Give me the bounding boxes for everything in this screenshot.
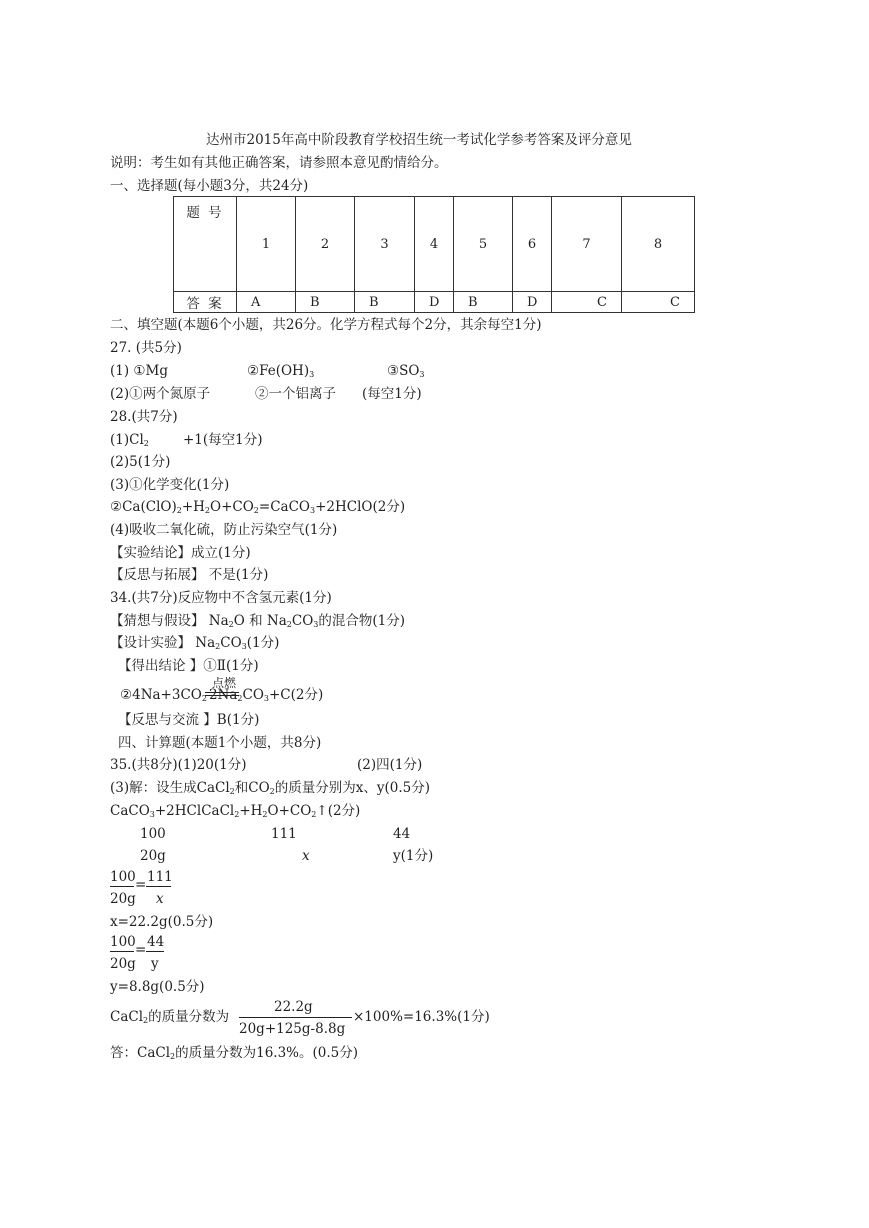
q27-line2-b bbox=[255, 385, 336, 403]
q28-line2: (2)5(1分) bbox=[110, 454, 171, 470]
table-cell: B bbox=[454, 292, 513, 313]
ans-a-sub: 2 bbox=[170, 1052, 176, 1061]
table-cell: A bbox=[237, 292, 296, 313]
q34-l4a-sub: 2 bbox=[201, 694, 207, 703]
q34-l4a: ②4Na+3CO bbox=[120, 687, 202, 703]
molar-mass-co2: 44 bbox=[393, 826, 411, 842]
q34-line4 bbox=[120, 686, 323, 708]
q35-eq-c: +H bbox=[239, 803, 263, 819]
table-cell: D bbox=[513, 292, 552, 313]
q27-line2a: (2)①两个氮原子 bbox=[110, 386, 211, 402]
q27-line1c-text: ③SO bbox=[387, 363, 420, 379]
q27-line2-c bbox=[362, 385, 422, 403]
frac2-num-left: 100 bbox=[110, 934, 136, 950]
q28-line1a: (1)Cl bbox=[110, 432, 144, 448]
q27-line1c-sub: 3 bbox=[419, 370, 425, 379]
table-cell: 1 bbox=[237, 197, 296, 292]
q35-eq-b-sub: 2 bbox=[234, 810, 240, 819]
frac1-den-left: 20g bbox=[110, 891, 136, 907]
table-cell: B bbox=[355, 292, 415, 313]
table-cell: 6 bbox=[513, 197, 552, 292]
table-cell: 4 bbox=[415, 197, 454, 292]
table-row bbox=[174, 197, 695, 292]
q28-line1 bbox=[110, 431, 149, 453]
frac1-line-left bbox=[110, 886, 134, 887]
q27-line1b-text: ②Fe(OH) bbox=[247, 363, 310, 379]
q34-l2a-sub: 2 bbox=[215, 642, 221, 651]
q27-heading: 27. (共5分) bbox=[110, 340, 182, 356]
q34-l4b-sub: 2 bbox=[237, 694, 243, 703]
q27-line1-c bbox=[387, 362, 425, 384]
q27-line2b: ②一个铝离子 bbox=[255, 386, 336, 402]
pct-fraction-line bbox=[239, 1017, 352, 1018]
q35-eq-a: CaCO bbox=[110, 803, 150, 819]
q34-l2b: CO bbox=[220, 635, 242, 651]
q35-eq-e: ↑(2分) bbox=[316, 803, 361, 819]
q28-l4d: =CaCO bbox=[258, 499, 310, 515]
mass-x: x bbox=[302, 848, 310, 864]
q34-line2 bbox=[110, 634, 279, 656]
frac2-num-right: 44 bbox=[147, 934, 165, 950]
table-header-number: 题 号 bbox=[174, 197, 237, 292]
frac1-num-right: 111 bbox=[147, 869, 173, 885]
q35-l1c: 的质量分别为x、y(0.5分) bbox=[274, 780, 430, 796]
q35-eq-c-sub: 2 bbox=[262, 810, 268, 819]
q28-l4e: +2HClO(2分) bbox=[315, 499, 406, 515]
q34-l1a: 【猜想与假设】 Na bbox=[110, 613, 229, 629]
pct-den: 20g+125g-8.8g bbox=[239, 1021, 346, 1037]
q35-line1 bbox=[110, 779, 430, 801]
q28-l4a: ②Ca(ClO) bbox=[110, 499, 177, 515]
q35-eq-d: O+CO bbox=[267, 803, 312, 819]
table-cell: 5 bbox=[454, 197, 513, 292]
result-y: y=8.8g(0.5分) bbox=[110, 979, 205, 995]
q35-l1b: 和CO bbox=[234, 780, 270, 796]
q34-l2c: (1分) bbox=[246, 635, 280, 651]
mass-caco3: 20g bbox=[140, 848, 166, 864]
q34-l4d: +C(2分) bbox=[269, 687, 324, 703]
table-cell: B bbox=[296, 292, 355, 313]
condition-line-2 bbox=[205, 695, 239, 696]
frac1-den-right: x bbox=[156, 891, 164, 907]
condition-line bbox=[205, 692, 239, 693]
q35-heading-2: (2)四(1分) bbox=[357, 757, 423, 773]
mass-y: y(1分) bbox=[393, 848, 434, 864]
ans-b: 的质量分数为16.3%。(0.5分) bbox=[175, 1045, 359, 1061]
table-cell: 7 bbox=[552, 197, 622, 292]
q35-eq-b: +2HClCaCl bbox=[154, 803, 235, 819]
table-header-answer: 答 案 bbox=[174, 292, 237, 313]
frac2-line-right bbox=[146, 951, 164, 952]
q35-equation bbox=[110, 802, 360, 824]
result-x: x=22.2g(0.5分) bbox=[110, 914, 214, 930]
frac2-den-right: y bbox=[151, 956, 159, 972]
final-answer bbox=[110, 1044, 358, 1066]
section-calc-heading: 四、计算题(本题1个小题，共8分) bbox=[118, 735, 322, 751]
q35-eq-a-sub: 3 bbox=[149, 810, 155, 819]
table-cell: 8 bbox=[622, 197, 695, 292]
q35-eq-d-sub: 2 bbox=[311, 810, 317, 819]
q28-line7: 【反思与拓展】 不是(1分) bbox=[110, 567, 269, 583]
answer-table bbox=[173, 196, 695, 313]
q28-line1a-sub: 2 bbox=[143, 439, 149, 448]
q27-line1b-sub: 3 bbox=[309, 370, 315, 379]
frac2-den-left: 20g bbox=[110, 956, 136, 972]
frac2-equals: = bbox=[135, 942, 147, 958]
q28-line3: (3)①化学变化(1分) bbox=[110, 477, 230, 493]
grading-note: 说明：考生如有其他正确答案，请参照本意见酌情给分。 bbox=[110, 155, 448, 171]
q34-line1 bbox=[110, 612, 405, 634]
q34-heading: 34.(共7分)反应物中不含氢元素(1分) bbox=[110, 590, 332, 606]
pct-b: 的质量分数为 bbox=[148, 1009, 230, 1025]
q34-l4c-sub: 3 bbox=[263, 694, 269, 703]
q28-l4b-sub: 2 bbox=[204, 506, 211, 515]
q28-l4b: +H bbox=[181, 499, 205, 515]
q34-l1a-sub: 2 bbox=[228, 620, 234, 629]
q28-line6: 【实验结论】成立(1分) bbox=[110, 545, 251, 561]
table-cell: D bbox=[415, 292, 454, 313]
pct-tail: ×100%=16.3%(1分) bbox=[353, 1009, 490, 1025]
frac1-line-right bbox=[146, 886, 171, 887]
q28-l4c: O+CO bbox=[210, 499, 254, 515]
table-cell: 2 bbox=[296, 197, 355, 292]
q28-line1-b bbox=[183, 431, 263, 449]
q27-line1 bbox=[110, 362, 168, 380]
q28-l4c-sub: 2 bbox=[253, 506, 259, 515]
table-cell: C bbox=[622, 292, 695, 313]
frac1-num-left: 100 bbox=[110, 869, 136, 885]
q35-heading: 35.(共8分)(1)20(1分) bbox=[110, 757, 247, 773]
q35-l1b-sub: 2 bbox=[269, 787, 275, 796]
q34-l1d: 的混合物(1分) bbox=[318, 613, 405, 629]
q34-l1b: O 和 Na bbox=[233, 613, 287, 629]
q27-line1-b bbox=[247, 362, 314, 384]
q35-l1a-sub: 2 bbox=[229, 787, 235, 796]
section-choice-heading: 一、选择题(每小题3分，共24分) bbox=[110, 178, 309, 194]
section-fill-heading: 二、填空题(本题6个小题，共26分。化学方程式每个2分，其余每空1分) bbox=[110, 317, 542, 333]
pct-a: CaCl bbox=[110, 1009, 144, 1025]
q27-line2c: (每空1分) bbox=[362, 386, 422, 402]
q27-line2 bbox=[110, 385, 210, 403]
q28-line5: (4)吸收二氧化硫，防止污染空气(1分) bbox=[110, 522, 338, 538]
q34-l2a: 【设计实验】 Na bbox=[110, 635, 216, 651]
page-title: 达州市2015年高中阶段教育学校招生统一考试化学参考答案及评分意见 bbox=[206, 132, 632, 148]
pct-a-sub: 2 bbox=[143, 1016, 149, 1025]
q34-line3: 【得出结论 】①Ⅱ(1分) bbox=[118, 658, 259, 674]
frac1-equals: = bbox=[135, 877, 147, 893]
molar-mass-cacl2: 111 bbox=[271, 826, 297, 842]
table-cell: 3 bbox=[355, 197, 415, 292]
pct-line bbox=[110, 1008, 229, 1030]
q34-l2b-sub: 3 bbox=[241, 642, 247, 651]
pct-num: 22.2g bbox=[274, 999, 313, 1015]
molar-mass-caco3: 100 bbox=[140, 826, 166, 842]
frac2-line-left bbox=[110, 951, 134, 952]
q28-line1b: +1(每空1分) bbox=[183, 432, 263, 448]
q28-l4a-sub: 2 bbox=[176, 506, 182, 515]
q34-l1c: CO bbox=[291, 613, 314, 629]
table-cell: C bbox=[552, 292, 622, 313]
q35-l1a: (3)解：设生成CaCl bbox=[110, 780, 230, 796]
q28-heading: 28.(共7分) bbox=[110, 409, 178, 425]
q28-line4 bbox=[110, 498, 405, 520]
reaction-condition: 点燃 bbox=[211, 676, 236, 690]
q34-line5: 【反思与交流 】B(1分) bbox=[118, 712, 260, 728]
q27-line1-text: (1) ①Mg bbox=[110, 363, 168, 379]
q34-l4c: CO bbox=[242, 687, 264, 703]
q34-l1b-sub: 2 bbox=[286, 620, 292, 629]
q34-l4b: 2Na bbox=[208, 687, 238, 703]
q28-l4d-sub: 3 bbox=[309, 506, 316, 515]
ans-a: 答：CaCl bbox=[110, 1045, 171, 1061]
q34-l1c-sub: 3 bbox=[313, 620, 319, 629]
table-row bbox=[174, 292, 695, 313]
